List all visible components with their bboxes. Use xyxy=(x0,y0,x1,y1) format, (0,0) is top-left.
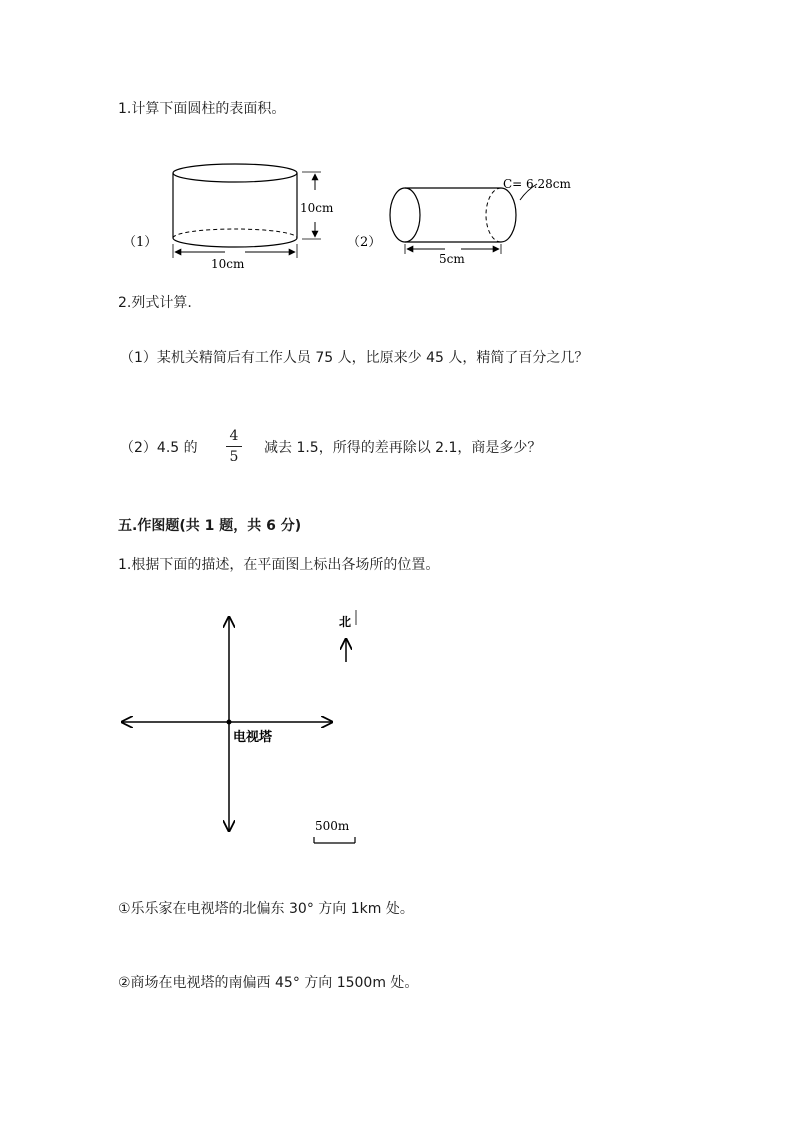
figure-2-length: 5cm xyxy=(439,252,465,266)
question-2-sub-1: （1）某机关精简后有工作人员 75 人，比原来少 45 人，精简了百分之几？ xyxy=(120,350,589,366)
map-item-2: ②商场在电视塔的南偏西 45° 方向 1500m 处。 xyxy=(118,975,419,991)
map-item-1: ①乐乐家在电视塔的北偏东 30° 方向 1km 处。 xyxy=(118,901,414,917)
scale-label: 500m xyxy=(315,819,350,833)
cylinder-figures xyxy=(115,160,585,275)
axes xyxy=(122,617,332,831)
north-label: 北 xyxy=(339,615,352,629)
cylinder-1-figure xyxy=(173,164,321,258)
center-label: 电视塔 xyxy=(233,730,273,745)
center-point xyxy=(227,720,232,725)
fraction xyxy=(226,428,242,465)
figure-1-height: 10cm xyxy=(300,201,334,215)
fraction-bar xyxy=(226,446,242,447)
cylinder-2-figure xyxy=(390,184,537,254)
figure-2-circumference: C= 6.28cm xyxy=(503,177,571,191)
question-2-title: 2.列式计算. xyxy=(118,295,192,311)
figure-2-label: （2） xyxy=(347,235,382,250)
question-1-title: 1.计算下面圆柱的表面积。 xyxy=(118,101,286,117)
section-5-question-1-title: 1.根据下面的描述，在平面图上标出各场所的位置。 xyxy=(118,557,440,573)
question-2-sub-2-prefix: （2）4.5 的 xyxy=(120,440,198,456)
figure-1-diameter: 10cm xyxy=(211,257,245,271)
figure-1-label: （1） xyxy=(123,235,158,250)
question-2-sub-2-suffix: 减去 1.5，所得的差再除以 2.1，商是多少？ xyxy=(264,440,542,456)
scale-bar xyxy=(314,837,355,843)
section-5-heading: 五.作图题(共 1 题，共 6 分) xyxy=(118,518,302,534)
fraction-numerator: 4 xyxy=(229,428,239,444)
fraction-denominator: 5 xyxy=(229,449,239,465)
direction-map xyxy=(115,605,375,850)
